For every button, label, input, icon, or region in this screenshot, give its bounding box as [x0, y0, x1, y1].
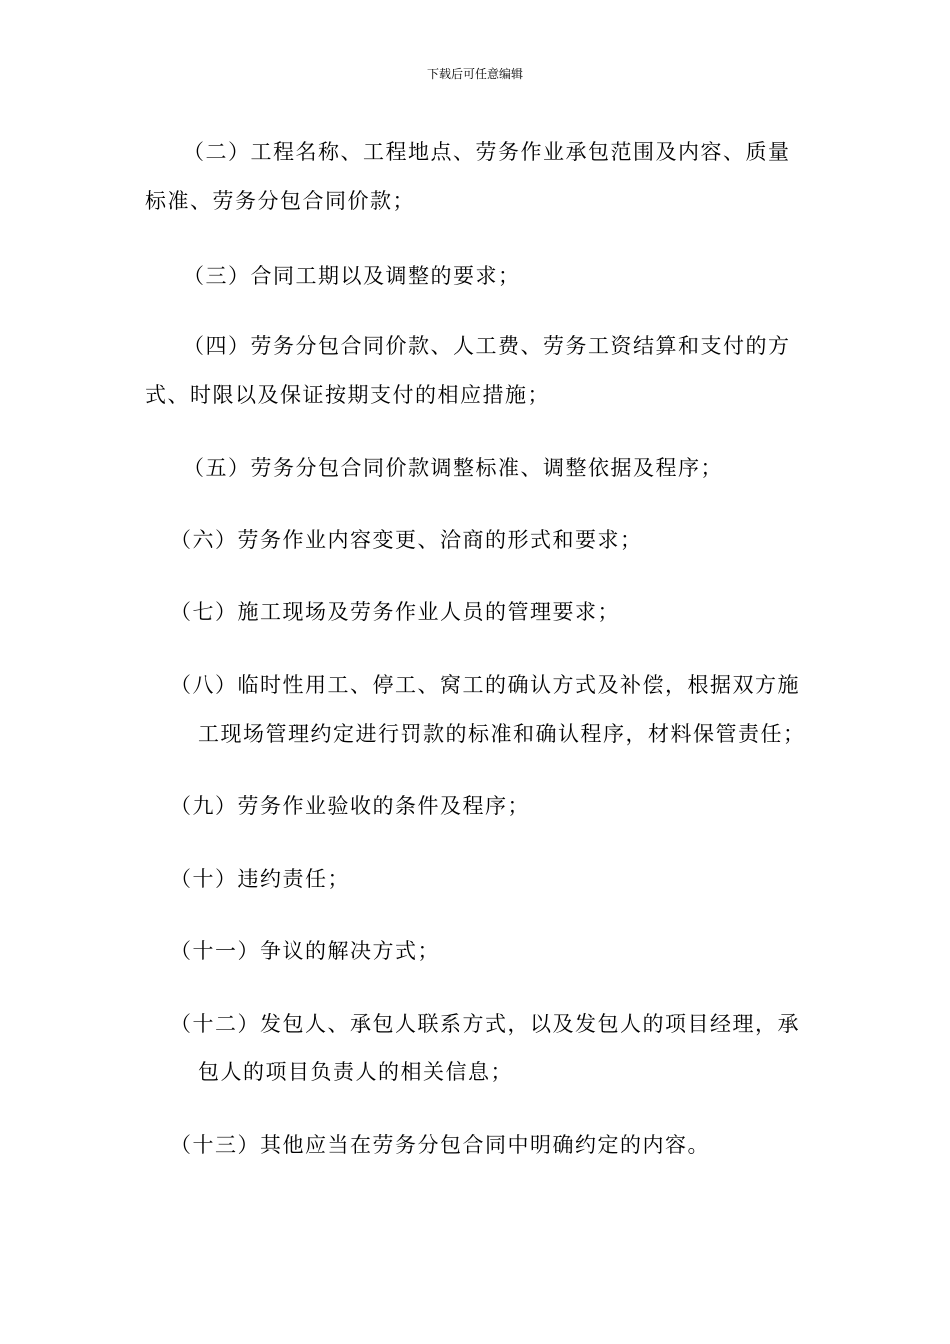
clause-2-line-1: （二）工程名称、工程地点、劳务作业承包范围及内容、质量	[183, 140, 791, 164]
clause-12-line-1: （十二）发包人、承包人联系方式，以及发包人的项目经理，承	[170, 1012, 800, 1036]
clause-6: （六）劳务作业内容变更、洽商的形式和要求；	[170, 528, 643, 552]
clause-11: （十一）争议的解决方式；	[170, 939, 440, 963]
clause-7: （七）施工现场及劳务作业人员的管理要求；	[170, 600, 620, 624]
clause-2-line-2: 标准、劳务分包合同价款；	[145, 189, 415, 213]
clause-13: （十三）其他应当在劳务分包合同中明确约定的内容。	[170, 1133, 710, 1157]
clause-8-line-2: 工现场管理约定进行罚款的标准和确认程序，材料保管责任；	[198, 722, 806, 746]
clause-12-line-2: 包人的项目负责人的相关信息；	[198, 1060, 513, 1084]
clause-3: （三）合同工期以及调整的要求；	[183, 264, 521, 288]
clause-4-line-1: （四）劳务分包合同价款、人工费、劳务工资结算和支付的方	[183, 334, 791, 358]
clause-9: （九）劳务作业验收的条件及程序；	[170, 794, 530, 818]
clause-5: （五）劳务分包合同价款调整标准、调整依据及程序；	[183, 456, 723, 480]
page-header: 下载后可任意编辑	[426, 67, 523, 81]
clause-4-line-2: 式、时限以及保证按期支付的相应措施；	[145, 383, 550, 407]
clause-10: （十）违约责任；	[170, 867, 350, 891]
clause-8-line-1: （八）临时性用工、停工、窝工的确认方式及补偿，根据双方施	[170, 673, 800, 697]
